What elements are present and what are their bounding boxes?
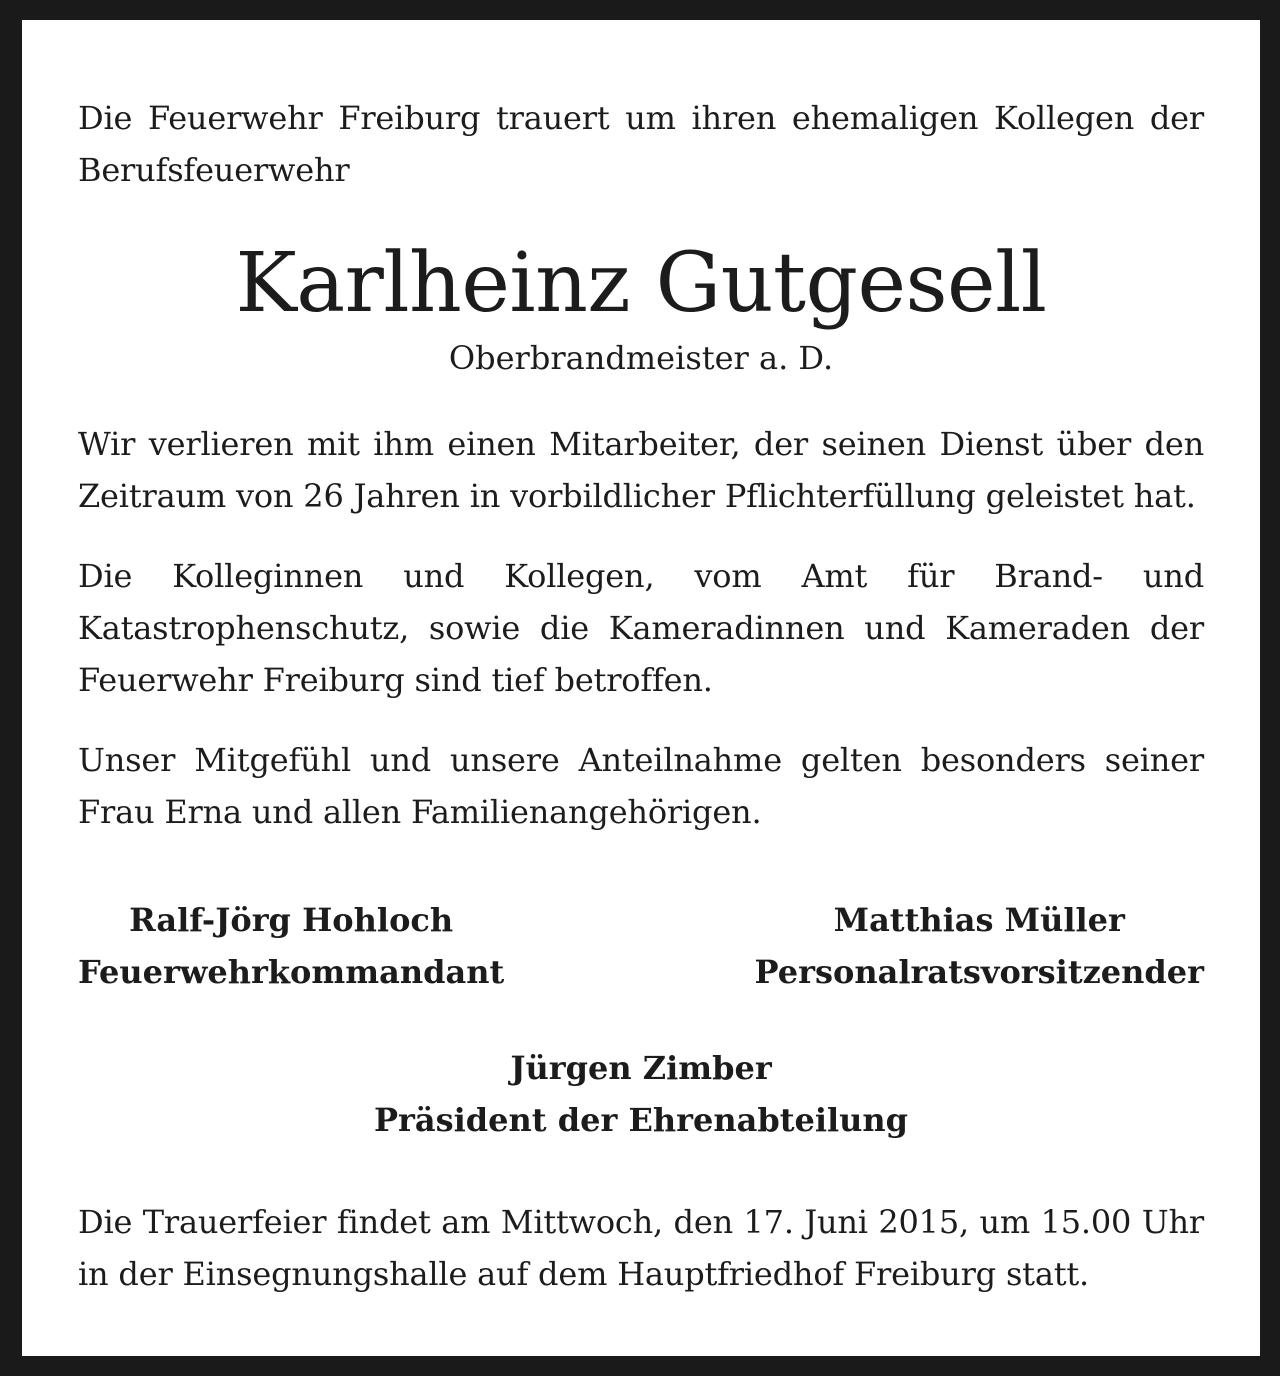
signatory-title: Präsident der Ehrenabteilung — [373, 1101, 909, 1139]
signatures-row — [78, 894, 1204, 998]
signatory-left — [78, 894, 504, 998]
intro-text: Die Feuerwehr Freiburg trauert um ihren ehemaligen Kollegen der Berufsfeuerwehr — [78, 99, 1204, 189]
paragraph-condolences: Unser Mitgefühl und unsere Anteilnahme gelten besonders seiner Frau Erna und allen Familienangehörigen. — [78, 741, 1204, 831]
signatory-name: Ralf-Jörg Hohloch — [129, 901, 454, 939]
signatory-right — [755, 894, 1204, 998]
signatory-center — [78, 1042, 1204, 1146]
paragraph-colleagues: Die Kolleginnen und Kollegen, vom Amt für Brand- und Katastrophenschutz, sowie die Kameradinnen und Kameraden der Feuerwehr Freiburg sind tief betroffen. — [78, 557, 1204, 699]
signatory-name: Jürgen Zimber — [510, 1049, 772, 1087]
deceased-name: Karlheinz Gutgesell — [235, 236, 1047, 331]
paragraph-service: Wir verlieren mit ihm einen Mitarbeiter, der seinen Dienst über den Zeitraum von 26 Jahren in vorbildlicher Pflichterfüllung geleistet hat. — [78, 425, 1204, 515]
obituary-notice — [22, 20, 1260, 1356]
signatory-title: Feuerwehrkommandant — [78, 953, 505, 991]
signatory-title: Personalratsvorsitzender — [754, 953, 1204, 991]
funeral-details: Die Trauerfeier findet am Mittwoch, den 17. Juni 2015, um 15.00 Uhr in der Einsegnungshalle auf dem Hauptfriedhof Freiburg statt. — [78, 1203, 1204, 1293]
deceased-rank: Oberbrandmeister a. D. — [448, 339, 834, 377]
signatory-name: Matthias Müller — [833, 901, 1125, 939]
